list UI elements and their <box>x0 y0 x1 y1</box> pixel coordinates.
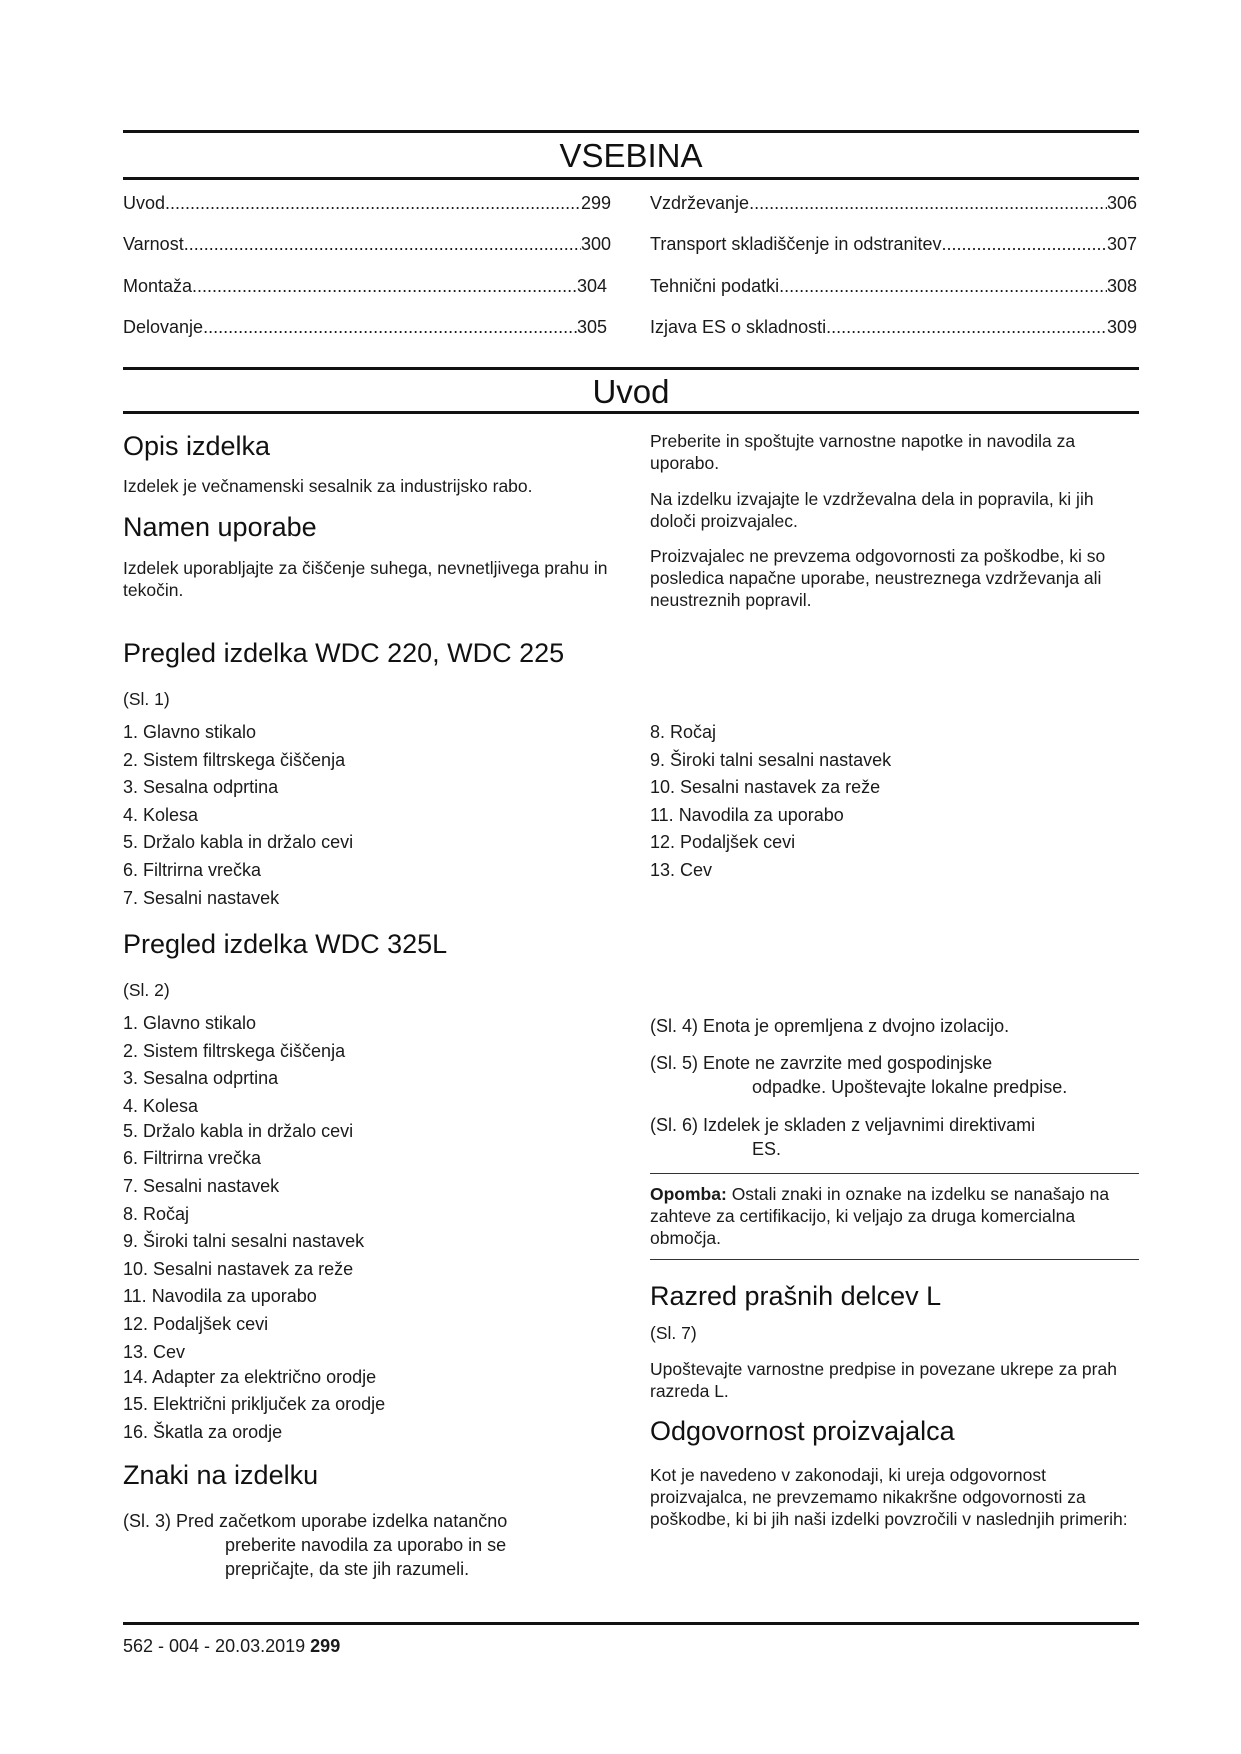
pregled1-left-list <box>123 721 603 914</box>
sl3-line1: Pred začetkom uporabe izdelka natančno <box>176 1511 508 1531</box>
toc-entry-label: Tehnični podatki <box>650 276 780 296</box>
toc-entry-label: Izjava ES o skladnosti <box>650 317 827 337</box>
footer-rule <box>123 1622 1139 1625</box>
list-item: 5. Držalo kabla in držalo cevi <box>123 1120 354 1141</box>
pregled1-ref: (Sl. 1) <box>123 689 170 709</box>
list-item: 2. Sistem filtrskega čiščenja <box>123 749 346 770</box>
toc-entry-page: 309 <box>1106 317 1137 337</box>
namen-text: Izdelek uporabljajte za čiščenje suhega, nevnetljivega prahu in tekočin. <box>123 558 608 600</box>
toc-bottom-rule <box>123 177 1139 180</box>
list-item: 12. Podaljšek cevi <box>123 1313 269 1334</box>
toc-entry-label: Varnost <box>123 234 184 254</box>
uvod-right-paragraph: Preberite in spoštujte varnostne napotke in navodila za uporabo. <box>650 431 1076 473</box>
symbol-sl6 <box>650 1113 1139 1161</box>
toc-entry-uvod[interactable] <box>123 192 611 214</box>
toc-entry-page: 308 <box>1106 276 1137 296</box>
toc-entry-tehnicni[interactable] <box>650 275 1137 297</box>
toc-entry-varnost[interactable] <box>123 233 611 255</box>
sl3-ref: (Sl. 3) <box>123 1511 172 1531</box>
toc-entry-page: 306 <box>1106 193 1137 213</box>
list-item: 11. Navodila za uporabo <box>650 804 844 825</box>
list-item: 3. Sesalna odprtina <box>123 777 279 798</box>
pregled1-right-list <box>650 721 1130 887</box>
note-top-rule <box>650 1173 1139 1174</box>
sl5-line2: odpadke. Upoštevajte lokalne predpise. <box>752 1077 1068 1097</box>
razred-heading: Razred prašnih delcev L <box>650 1281 942 1311</box>
sl6-line1: (Sl. 6) Izdelek je skladen z veljavnimi direktivami <box>650 1115 1036 1135</box>
pregled2-heading: Pregled izdelka WDC 325L <box>123 929 448 959</box>
toc-top-rule <box>123 130 1139 133</box>
list-item: 7. Sesalni nastavek <box>123 887 280 908</box>
uvod-bottom-rule <box>123 411 1139 414</box>
sl4-text: (Sl. 4) Enota je opremljena z dvojno izolacijo. <box>650 1016 1010 1036</box>
list-item: 4. Kolesa <box>123 804 199 825</box>
toc-title: VSEBINA <box>559 137 703 174</box>
list-item: 5. Držalo kabla in držalo cevi <box>123 832 354 853</box>
list-item: 8. Ročaj <box>123 1203 190 1224</box>
pregled1-heading: Pregled izdelka WDC 220, WDC 225 <box>123 638 565 668</box>
sl3-line2: preberite navodila za uporabo in se <box>225 1535 507 1555</box>
note-bottom-rule <box>650 1259 1139 1260</box>
list-item: 16. Škatla za orodje <box>123 1421 283 1442</box>
list-item: 10. Sesalni nastavek za reže <box>123 1258 354 1279</box>
list-item: 9. Široki talni sesalni nastavek <box>650 749 892 770</box>
razred-text: Upoštevajte varnostne predpise in povezane ukrepe za prah razreda L. <box>650 1359 1117 1401</box>
toc-entry-label: Montaža <box>123 276 193 296</box>
toc-entry-delovanje[interactable] <box>123 316 607 338</box>
list-item: 6. Filtrirna vrečka <box>123 1148 262 1169</box>
list-item: 15. Električni priključek za orodje <box>123 1394 386 1415</box>
toc-entry-transport[interactable] <box>650 233 1137 255</box>
list-item: 11. Navodila za uporabo <box>123 1286 317 1307</box>
pregled2-list <box>123 1012 603 1448</box>
sl3-line3: prepričajte, da ste jih razumeli. <box>225 1559 470 1579</box>
list-item: 7. Sesalni nastavek <box>123 1175 280 1196</box>
page-number: 299 <box>310 1636 341 1656</box>
note-body: Ostali znaki in oznake na izdelku se nanašajo na zahteve za certifikacijo, ki veljajo za druga komercialna območja. <box>650 1184 1110 1248</box>
uvod-right-paragraph: Proizvajalec ne prevzema odgovornosti za poškodbe, ki so posledica napačne uporabe, neustreznega vzdrževanja ali neustreznih popravil. <box>650 546 1106 610</box>
toc-entry-label: Vzdrževanje <box>650 193 750 213</box>
list-item: 4. Kolesa <box>123 1095 199 1116</box>
note-text <box>650 1183 1139 1249</box>
toc-entry-page: 300 <box>580 234 611 254</box>
pregled2-ref: (Sl. 2) <box>123 980 170 1000</box>
note-label: Opomba: <box>650 1184 727 1204</box>
namen-heading: Namen uporabe <box>123 512 317 542</box>
toc-entry-izjava[interactable] <box>650 316 1137 338</box>
toc-entry-label: Delovanje <box>123 317 204 337</box>
toc-entry-vzdrzevanje[interactable] <box>650 192 1137 214</box>
opis-text: Izdelek je večnamenski sesalnik za industrijsko rabo. <box>123 476 533 496</box>
uvod-right-paragraph: Na izdelku izvajajte le vzdrževalna dela in popravila, ki jih določi proizvajalec. <box>650 489 1094 531</box>
symbol-sl5 <box>650 1051 1139 1099</box>
list-item: 9. Široki talni sesalni nastavek <box>123 1231 365 1252</box>
toc-entry-page: 299 <box>580 193 611 213</box>
opis-heading: Opis izdelka <box>123 431 271 461</box>
list-item: 3. Sesalna odprtina <box>123 1068 279 1089</box>
list-item: 1. Glavno stikalo <box>123 1013 257 1033</box>
toc-entry-page: 307 <box>1106 234 1137 254</box>
document-code: 562 - 004 - 20.03.2019 <box>123 1636 306 1656</box>
symbol-sl3 <box>123 1509 623 1581</box>
list-item: 14. Adapter za električno orodje <box>123 1366 377 1387</box>
list-item: 2. Sistem filtrskega čiščenja <box>123 1040 346 1061</box>
sl6-line2: ES. <box>752 1139 782 1159</box>
toc-entry-montaza[interactable] <box>123 275 607 297</box>
list-item: 8. Ročaj <box>650 722 717 742</box>
toc-entry-label: Transport skladiščenje in odstranitev <box>650 234 942 254</box>
list-item: 1. Glavno stikalo <box>123 722 257 742</box>
list-item: 12. Podaljšek cevi <box>650 832 796 853</box>
list-item: 10. Sesalni nastavek za reže <box>650 777 881 798</box>
symbol-sl4 <box>650 1014 1139 1038</box>
toc-entry-label: Uvod <box>123 193 166 213</box>
list-item: 6. Filtrirna vrečka <box>123 859 262 880</box>
odgovornost-text: Kot je navedeno v zakonodaji, ki ureja odgovornost proizvajalca, ne prevzemamo nikakršne odgovornosti za poškodbe, ki bi jih naši izdelki povzročili v naslednjih primerih: <box>650 1465 1128 1529</box>
sl5-line1: (Sl. 5) Enote ne zavrzite med gospodinjske <box>650 1053 993 1073</box>
uvod-title: Uvod <box>592 373 670 410</box>
znaki-heading: Znaki na izdelku <box>123 1460 319 1490</box>
razred-ref: (Sl. 7) <box>650 1323 697 1343</box>
uvod-top-rule <box>123 367 1139 370</box>
odgovornost-heading: Odgovornost proizvajalca <box>650 1416 955 1446</box>
list-item: 13. Cev <box>123 1341 186 1362</box>
toc-entry-page: 304 <box>576 276 607 296</box>
page-footer <box>123 1636 340 1657</box>
toc-entry-page: 305 <box>576 317 607 337</box>
list-item: 13. Cev <box>650 859 713 880</box>
